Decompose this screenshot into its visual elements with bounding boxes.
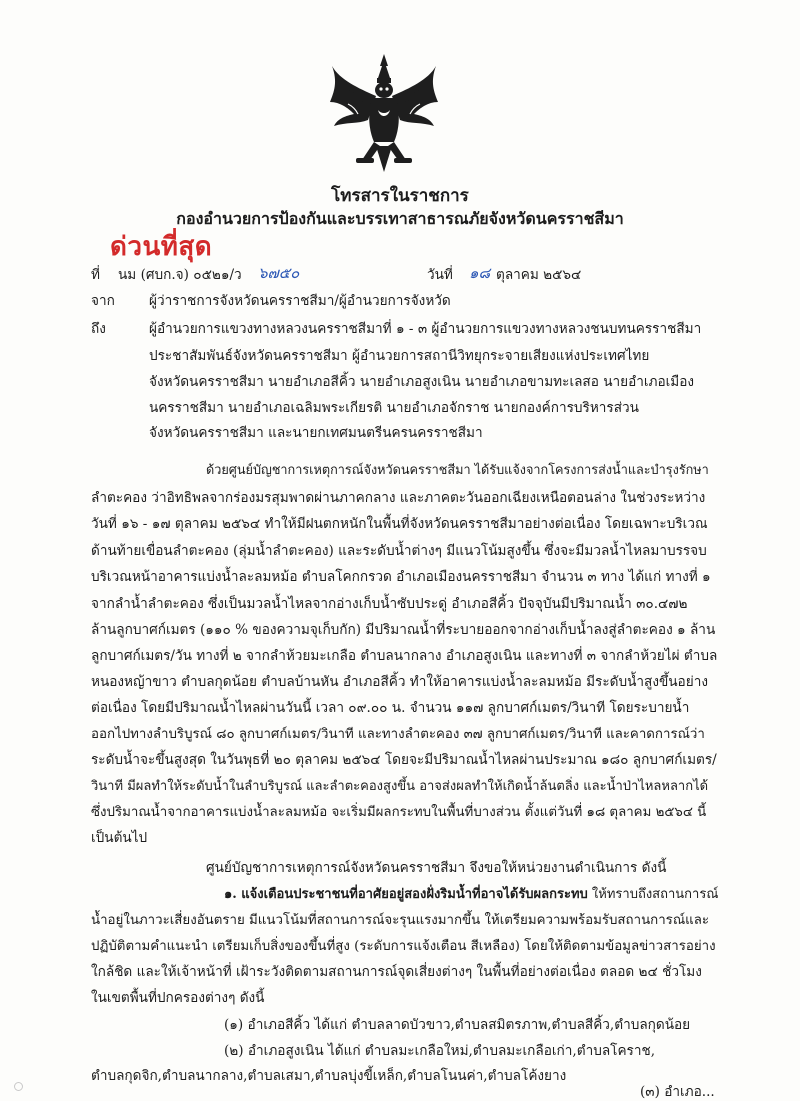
body-line: เป็นต้นไป — [91, 830, 148, 846]
to-line: จังหวัดนครราชสีมา และนายกเทศมนตรีนครนครราชสีมา — [149, 425, 483, 441]
item-1-rest: ให้ทราบถึงสถานการณ์ — [587, 887, 719, 902]
body-line: ปฏิบัติตามคำแนะนำ เตรียมเก็บสิ่งของขึ้นที่สูง (ระดับการแจ้งเตือน สีเหลือง) โดยให้ติดตามข้อมูลข่าวสารอย่าง — [91, 939, 716, 954]
date-label: วันที่ — [427, 267, 453, 283]
item-1-heading — [224, 888, 718, 901]
sub-item-2: (๒) อำเภอสูงเนิน ได้แก่ ตำบลมะเกลือใหม่,ตำบลมะเกลือเก่า,ตำบลโคราช, — [224, 1043, 656, 1059]
body-line: ลูกบาศก์เมตร/วัน ทางที่ ๒ จากลำห้วยมะเกลือ ตำบลนากลาง อำเภอสูงเนิน และทางที่ ๓ จากลำห้วยไผ่ ตำบล — [91, 648, 718, 664]
to-line: ผู้อำนวยการแขวงทางหลวงนครราชสีมาที่ ๑ - ๓ ผู้อำนวยการแขวงทางหลวงชนบทนครราชสีมา — [149, 321, 702, 337]
ref-handwritten-number: ๖๗๕๐ — [258, 264, 300, 282]
ref-prefix: นม (ศบก.จ) ๐๕๒๑/ว — [118, 267, 242, 283]
body-line: วันที่ ๑๖ - ๑๗ ตุลาคม ๒๕๖๔ ทำให้มีฝนตกหนักในพื้นที่จังหวัดนครราชสีมาอย่างต่อเนื่อง โดยเฉพาะบริเวณ — [91, 516, 708, 532]
sub-item-1: (๑) อำเภอสีคิ้ว ได้แก่ ตำบลลาดบัวขาว,ตำบลสมิตรภาพ,ตำบลสีคิ้ว,ตำบลกุดน้อย — [224, 1017, 691, 1033]
body-line: ในเขตพื้นที่ปกครองต่างๆ ดังนี้ — [91, 990, 265, 1006]
from-text: ผู้ว่าราชการจังหวัดนครราชสีมา/ผู้อำนวยการจังหวัด — [149, 293, 451, 309]
continued-marker: (๓) อำเภอ... — [640, 1084, 715, 1100]
body-line: บริเวณหน้าอาคารแบ่งน้ำละลมหม้อ ตำบลโคกกรวด อำเภอเมืองนครราชสีมา จำนวน ๓ ทาง ได้แก่ ทางที่ ๑ — [91, 569, 711, 585]
body-line: วินาที มีผลทำให้ระดับน้ำในลำบริบูรณ์ และลำตะคองสูงขึ้น อาจส่งผลทำให้เกิดน้ำล้นตลิ่ง และน้ำป่าไหลหลากได้ — [91, 779, 709, 794]
body-line: ด้วยศูนย์บัญชาการเหตุการณ์จังหวัดนครราชสีมา ได้รับแจ้งจากโครงการส่งน้ำและบำรุงรักษา — [206, 462, 709, 477]
ref-label: ที่ — [91, 267, 100, 283]
punch-hole-mark — [14, 1082, 23, 1091]
body-line: ระดับน้ำจะขึ้นสูงสุด ในวันพุธที่ ๒๐ ตุลาคม ๒๕๖๔ โดยจะมีปริมาณน้ำไหลผ่านประมาณ ๑๘๐ ลูกบาศก์เมตร/ — [91, 752, 717, 768]
to-label: ถึง — [91, 321, 106, 337]
organization-name: กองอำนวยการป้องกันและบรรเทาสาธารณภัยจังหวัดนครราชสีมา — [176, 209, 624, 228]
body-line: ด้านท้ายเขื่อนลำตะคอง (ลุ่มน้ำลำตะคอง) และระดับน้ำต่างๆ มีแนวโน้มสูงขึ้น ซึ่งจะมีมวลน้ำไหลมาบรรจบ — [91, 543, 707, 559]
item-1-bold: ๑. แจ้งเตือนประชาชนที่อาศัยอยู่สองฝั่งริมน้ำที่อาจได้รับผลกระทบ — [224, 887, 588, 902]
body-line: ออกไปทางลำบริบูรณ์ ๘๐ ลูกบาศก์เมตร/วินาที และทางลำตะคอง ๓๗ ลูกบาศก์เมตร/วินาที และคาดการณ์ว่า — [91, 727, 705, 742]
date-month-year: ตุลาคม ๒๕๖๔ — [496, 267, 582, 283]
body-line: ใกล้ชิด และให้เจ้าหน้าที่ เฝ้าระวังติดตามสถานการณ์จุดเสี่ยงต่างๆ ในพื้นที่อย่างต่อเนื่อง ตลอด ๒๔ ชั่วโมง — [91, 964, 702, 980]
body-line: ล้านลูกบาศก์เมตร (๑๑๐ % ของความจุเก็บกัก) มีปริมาณน้ำที่ระบายออกจากอ่างเก็บน้ำลงสู่ลำตะคอง ๑ ล้าน — [91, 622, 716, 638]
body-line: ศูนย์บัญชาการเหตุการณ์จังหวัดนครราชสีมา จึงขอให้หน่วยงานดำเนินการ ดังนี้ — [206, 860, 667, 876]
date-day: ๑๘ — [469, 264, 491, 282]
body-line: หนองหญ้าขาว ตำบลกุดน้อย ตำบลบ้านหัน อำเภอสีคิ้ว ทำให้อาคารแบ่งน้ำละลมหม้อ มีระดับน้ำสูงขึ้นอย่าง — [91, 674, 708, 690]
body-line: ซึ่งปริมาณน้ำจากอาคารแบ่งน้ำละลมหม้อ จะเริ่มมีผลกระทบในพื้นที่บางส่วน ตั้งแต่วันที่ ๑๘ ตุลาคม ๒๕๖๔ นี้ — [91, 805, 707, 820]
urgent-stamp: ด่วนที่สุด — [110, 232, 213, 262]
garuda-emblem-icon — [328, 52, 440, 174]
from-label: จาก — [91, 293, 115, 309]
body-line: ลำตะคอง ว่าอิทธิพลจากร่องมรสุมพาดผ่านภาคกลาง และภาคตะวันออกเฉียงเหนือตอนล่าง ในช่วงระหว่าง — [91, 490, 706, 506]
body-line: น้ำอยู่ในภาวะเสี่ยงอันตราย มีแนวโน้มที่สถานการณ์จะรุนแรงมากขึ้น ให้เตรียมความพร้อมรับสถานการณ์และ — [91, 913, 710, 928]
sub-item-2-cont: ตำบลกุดจิก,ตำบลนากลาง,ตำบลเสมา,ตำบลบุ่งขี้เหล็ก,ตำบลโนนค่า,ตำบลโค้งยาง — [91, 1068, 567, 1084]
body-line: ต่อเนื่อง โดยมีปริมาณน้ำไหลผ่านวันนี้ เวลา ๐๙.๐๐ น. จำนวน ๑๑๗ ลูกบาศก์เมตร/วินาที โดยระบายน้ำ — [91, 700, 690, 716]
document-title: โทรสารในราชการ — [331, 186, 469, 206]
to-line: จังหวัดนครราชสีมา นายอำเภอสีคิ้ว นายอำเภอสูงเนิน นายอำเภอขามทะเลสอ นายอำเภอเมือง — [149, 374, 695, 390]
body-line: จากลำน้ำลำตะคอง ซึ่งเป็นมวลน้ำไหลจากอ่างเก็บน้ำซับประดู่ อำเภอสีคิ้ว ปัจจุบันมีปริมาณน้ำ ๓๐.๔๗๒ — [91, 596, 688, 612]
to-line: ประชาสัมพันธ์จังหวัดนครราชสีมา ผู้อำนวยการสถานีวิทยุกระจายเสียงแห่งประเทศไทย — [149, 348, 650, 364]
to-line: นครราชสีมา นายอำเภอเฉลิมพระเกียรติ นายอำเภอจักราช นายกองค์การบริหารส่วน — [149, 400, 639, 416]
